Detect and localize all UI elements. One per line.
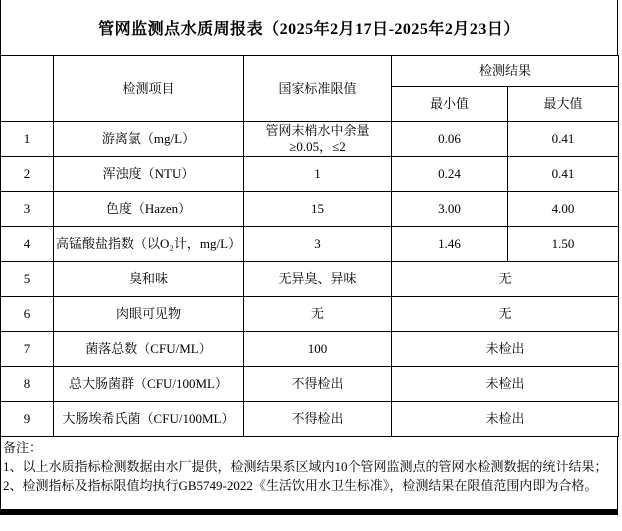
max-cell: 4.00 (508, 192, 619, 227)
row-number: 8 (1, 367, 54, 402)
report-title: 管网监测点水质周报表（2025年2月17日-2025年2月23日） (0, 0, 618, 55)
row-number: 2 (1, 157, 54, 192)
min-cell: 1.46 (392, 227, 508, 262)
header-min: 最小值 (392, 87, 508, 122)
standard-cell: 管网末梢水中余量≥0.05，≤2 (244, 122, 392, 157)
result-cell: 未检出 (392, 402, 619, 437)
item-cell: 浑浊度（NTU） (54, 157, 244, 192)
item-cell: 菌落总数（CFU/ML） (54, 332, 244, 367)
table-row (1, 332, 619, 367)
result-cell: 无 (392, 297, 619, 332)
footnote-line-2: 2、检测指标及指标限值均执行GB5749-2022《生活饮用水卫生标准》，检测结果在限值范围内即为合格。 (3, 478, 598, 493)
item-cell: 臭和味 (54, 262, 244, 297)
row-number: 9 (1, 402, 54, 437)
header-max: 最大值 (508, 87, 619, 122)
standard-cell: 15 (244, 192, 392, 227)
row-number: 6 (1, 297, 54, 332)
standard-cell: 100 (244, 332, 392, 367)
footnotes (0, 437, 618, 515)
header-result-group: 检测结果 (392, 56, 619, 87)
item-cell: 色度（Hazen） (54, 192, 244, 227)
row-number: 3 (1, 192, 54, 227)
row-number: 4 (1, 227, 54, 262)
min-cell: 3.00 (392, 192, 508, 227)
row-number: 5 (1, 262, 54, 297)
table-row (1, 262, 619, 297)
item-cell: 大肠埃希氏菌（CFU/100ML） (54, 402, 244, 437)
item-cell: 总大肠菌群（CFU/100ML） (54, 367, 244, 402)
item-cell: 肉眼可见物 (54, 297, 244, 332)
row-number: 7 (1, 332, 54, 367)
standard-cell: 无异臭、异味 (244, 262, 392, 297)
standard-cell: 1 (244, 157, 392, 192)
standard-cell: 不得检出 (244, 367, 392, 402)
header-standard: 国家标准限值 (244, 56, 392, 122)
table-row (1, 227, 619, 262)
table-row (1, 157, 619, 192)
table-row (1, 122, 619, 157)
table-row (1, 192, 619, 227)
item-cell: 游离氯（mg/L） (54, 122, 244, 157)
table-row (1, 402, 619, 437)
standard-cell: 3 (244, 227, 392, 262)
result-cell: 未检出 (392, 332, 619, 367)
min-cell: 0.24 (392, 157, 508, 192)
footnote-line-1: 1、以上水质指标检测数据由水厂提供，检测结果系区域内10个管网监测点的管网水检测数据的统计结果； (3, 459, 608, 474)
item-cell: 高锰酸盐指数（以O₂计，mg/L） (54, 227, 244, 262)
table-row (1, 297, 619, 332)
result-cell: 未检出 (392, 367, 619, 402)
standard-cell: 无 (244, 297, 392, 332)
row-number: 1 (1, 122, 54, 157)
result-cell: 无 (392, 262, 619, 297)
max-cell: 0.41 (508, 122, 619, 157)
max-cell: 1.50 (508, 227, 619, 262)
water-quality-table (0, 55, 619, 437)
footnote-label: 备注： (3, 440, 43, 455)
max-cell: 0.41 (508, 157, 619, 192)
standard-cell: 不得检出 (244, 402, 392, 437)
header-row-number (1, 56, 54, 122)
table-row (1, 367, 619, 402)
header-item: 检测项目 (54, 56, 244, 122)
min-cell: 0.06 (392, 122, 508, 157)
